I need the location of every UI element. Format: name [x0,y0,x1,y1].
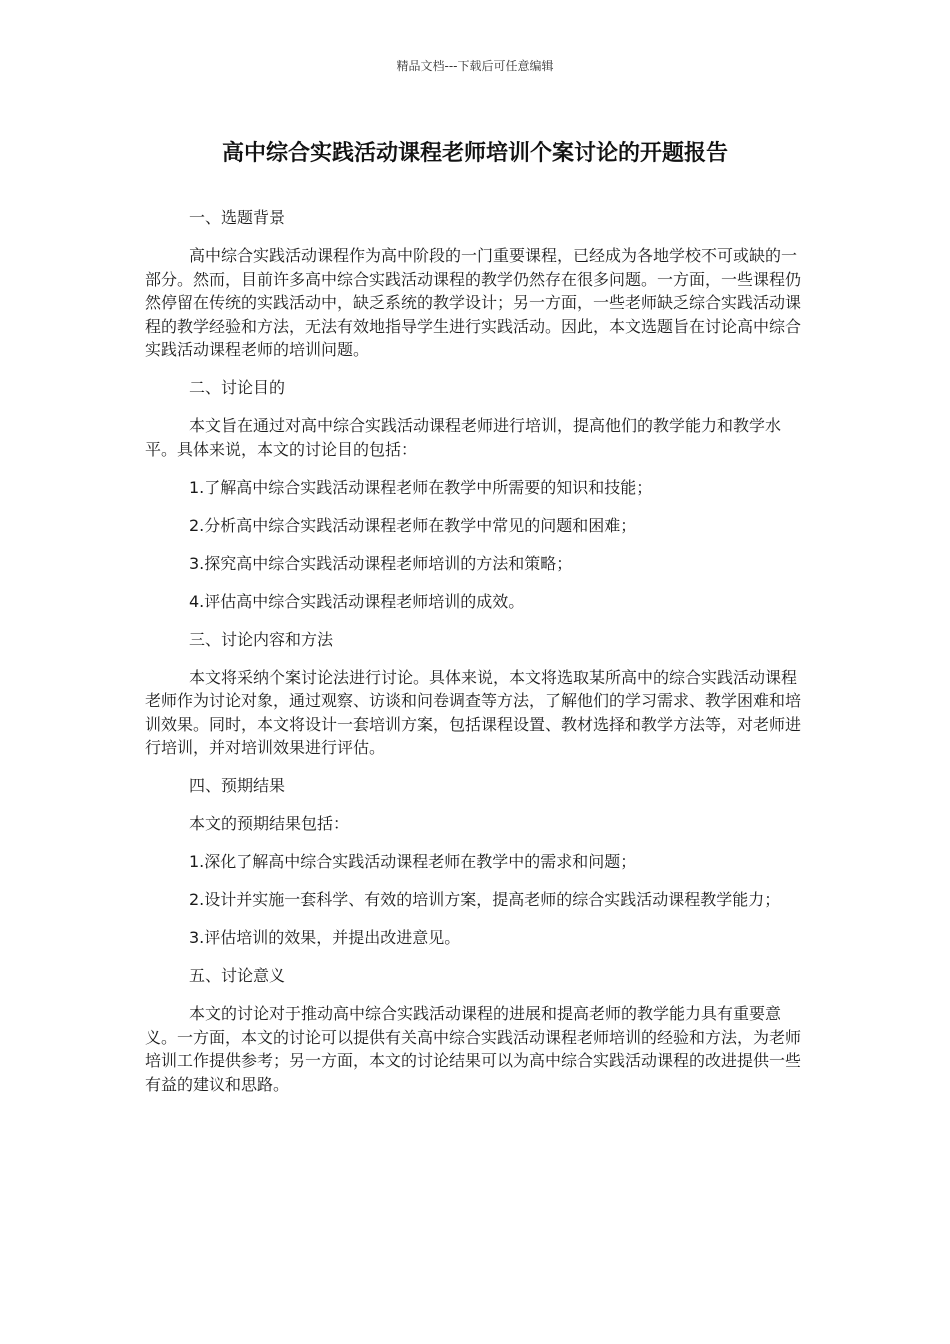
section-heading-content-method: 三、讨论内容和方法 [189,629,334,649]
page-header-note: 精品文档---下载后可任意编辑 [396,59,554,73]
purpose-item-1: 1.了解高中综合实践活动课程老师在教学中所需要的知识和技能； [189,477,653,497]
section-heading-expected-results: 四、预期结果 [189,776,286,795]
result-item-1: 1.深化了解高中综合实践活动课程老师在教学中的需求和问题； [189,852,637,871]
paragraph-expected-results-intro: 本文的预期结果包括： [189,814,350,833]
paragraph-significance: 本文的讨论对于推动高中综合实践活动课程的进展和提高老师的教学能力具有重要意义。一方面，本文的讨论可以提供有关高中综合实践活动课程老师培训的经验和方法，为老师培训工作提供参考；另一方面，本文的讨论结果可以为高中综合实践活动课程的改进提供一些有益的建议和思路。 [145,1004,802,1094]
result-item-2: 2.设计并实施一套科学、有效的培训方案，提高老师的综合实践活动课程教学能力； [189,890,781,909]
section-heading-background: 一、选题背景 [189,208,286,227]
document-body [145,206,807,1111]
section-heading-significance: 五、讨论意义 [189,966,286,985]
result-item-3: 3.评估培训的效果，并提出改进意见。 [189,928,461,947]
purpose-item-3: 3.探究高中综合实践活动课程老师培训的方法和策略； [189,553,573,573]
paragraph-background: 高中综合实践活动课程作为高中阶段的一门重要课程，已经成为各地学校不可或缺的一部分。然而，目前许多高中综合实践活动课程的教学仍然存在很多问题。一方面，一些课程仍然停留在传统的实践活动中，缺乏系统的教学设计；另一方面，一些老师缺乏综合实践活动课程的教学经验和方法，无法有效地指导学生进行实践活动。因此，本文选题旨在讨论高中综合实践活动课程老师的培训问题。 [145,246,802,359]
purpose-item-4: 4.评估高中综合实践活动课程老师培训的成效。 [189,591,525,611]
paragraph-purpose: 本文旨在通过对高中综合实践活动课程老师进行培训，提高他们的教学能力和教学水平。具体来说，本文的讨论目的包括： [145,416,782,459]
purpose-item-2: 2.分析高中综合实践活动课程老师在教学中常见的问题和困难； [189,515,637,535]
paragraph-content-method: 本文将采纳个案讨论法进行讨论。具体来说，本文将选取某所高中的综合实践活动课程老师作为讨论对象，通过观察、访谈和问卷调查等方法，了解他们的学习需求、教学困难和培训效果。同时，本文将设计一套培训方案，包括课程设置、教材选择和教学方法等，对老师进行培训，并对培训效果进行评估。 [145,667,802,757]
section-heading-purpose: 二、讨论目的 [189,378,286,397]
document-title: 高中综合实践活动课程老师培训个案讨论的开题报告 [221,141,728,166]
